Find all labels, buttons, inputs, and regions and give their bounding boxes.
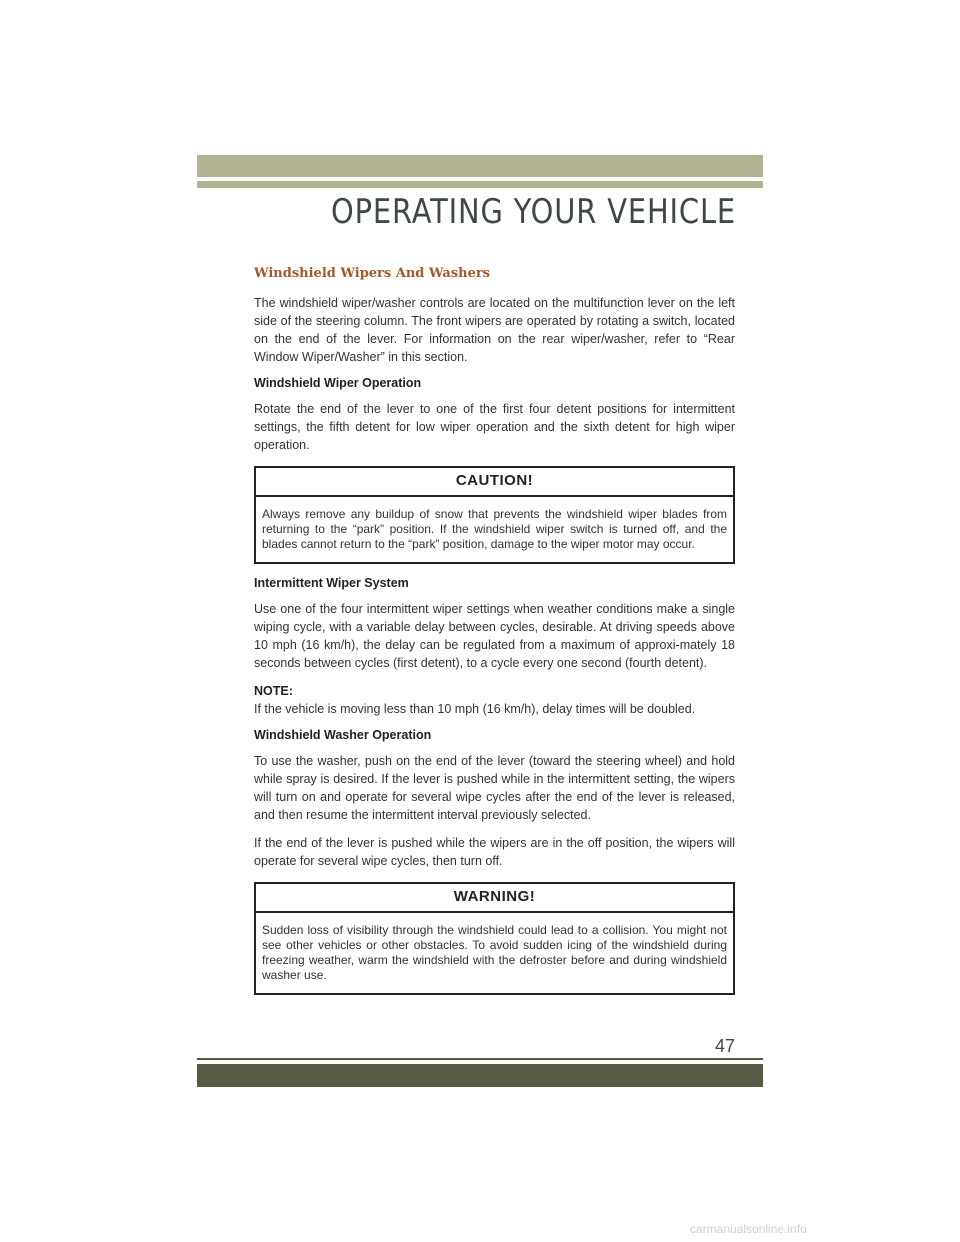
note-text: If the vehicle is moving less than 10 mph (16 km/h), delay times will be doubled.	[254, 702, 696, 716]
main-heading: Windshield Wipers And Washers	[254, 266, 491, 281]
caution-box	[254, 466, 735, 564]
wiper-operation-paragraph: Rotate the end of the lever to one of the first four detent positions for intermittent settings, the fifth detent for low wiper operation and the sixth detent for high wiper operation.	[254, 402, 735, 452]
wiper-operation-heading: Windshield Wiper Operation	[254, 376, 422, 390]
header-rule	[197, 181, 763, 188]
warning-box	[254, 882, 735, 995]
caution-title: CAUTION!	[256, 468, 733, 497]
section-title: OPERATING YOUR VEHICLE	[330, 192, 736, 232]
footer-rule	[197, 1058, 763, 1060]
footer-band	[197, 1064, 763, 1087]
caution-text: Always remove any buildup of snow that prevents the windshield wiper blades from returning to the “park” position. If the windshield wiper switch is turned off, and the blades cannot return to the “park” position, damage to the wiper motor may occur.	[262, 507, 727, 551]
watermark: carmanualsonline.info	[690, 1222, 807, 1236]
warning-text: Sudden loss of visibility through the windshield could lead to a collision. You might not see other vehicles or other obstacles. To avoid sudden icing of the windshield during freezing weather, warm the windshield with the defroster before and during windshield washer use.	[262, 923, 727, 982]
intermittent-heading: Intermittent Wiper System	[254, 576, 409, 590]
page-content	[254, 266, 735, 1007]
washer-operation-heading: Windshield Washer Operation	[254, 728, 432, 742]
warning-title: WARNING!	[256, 884, 733, 913]
note-label: NOTE:	[254, 684, 293, 698]
washer-operation-paragraph-2: If the end of the lever is pushed while the wipers are in the off position, the wipers will operate for several wipe cycles, then turn off.	[254, 836, 735, 868]
intermittent-paragraph: Use one of the four intermittent wiper settings when weather conditions make a single wiping cycle, with a variable delay between cycles, desirable. At driving speeds above 10 mph (16 km/h), the delay can be regulated from a maximum of approxi-mately 18 seconds between cycles (first detent), to a cycle every one second (fourth detent).	[254, 602, 735, 670]
washer-operation-paragraph-1: To use the washer, push on the end of the lever (toward the steering wheel) and hold while spray is desired. If the lever is pushed while in the intermittent setting, the wipers will turn on and operate for several wipe cycles after the end of the lever is released, and then resume the intermittent interval previously selected.	[254, 754, 735, 822]
intro-paragraph: The windshield wiper/washer controls are located on the multifunction lever on the left side of the steering column. The front wipers are operated by rotating a switch, located on the end of the lever. For information on the rear wiper/washer, refer to “Rear Window Wiper/Washer” in this section.	[254, 296, 735, 364]
header-band	[197, 155, 763, 177]
page-number: 47	[714, 1036, 735, 1056]
